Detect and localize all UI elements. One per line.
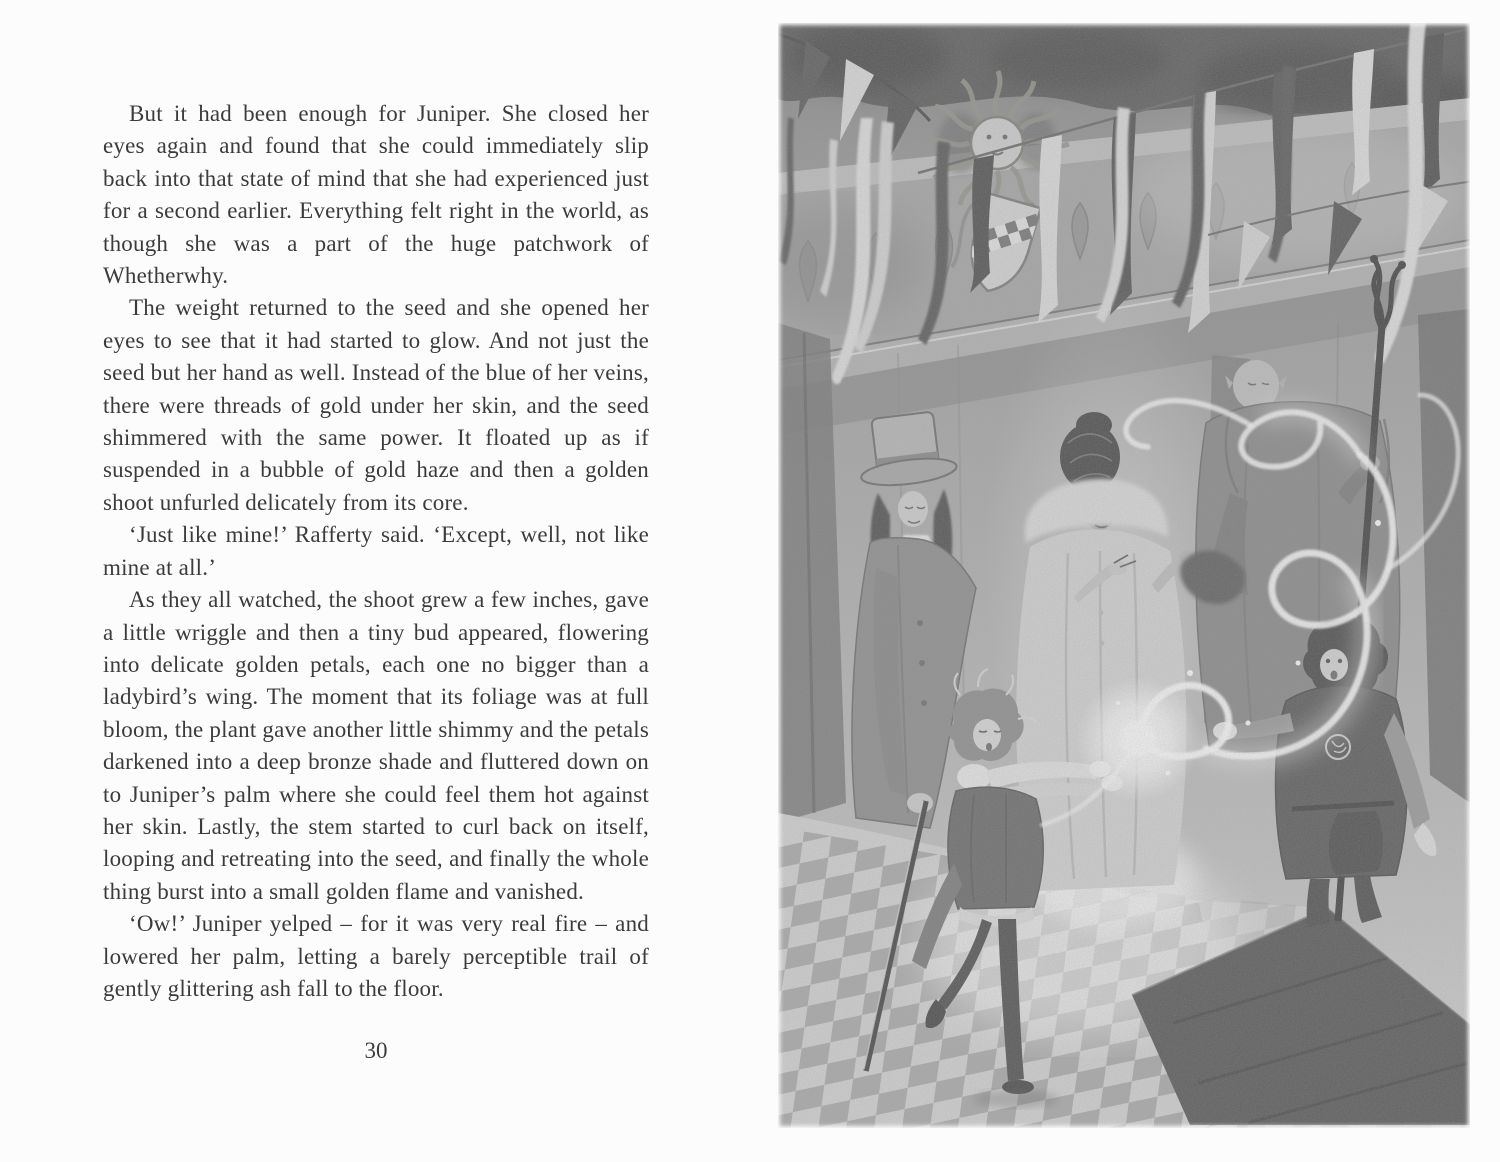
body-paragraph: As they all watched, the shoot grew a few inches, gave a little wriggle and then a tiny bud appeared, flowering into delicate golden petals, each one no bigger than a ladybird’s wing. The moment that its foliage was at full bloom, the plant gave another little shimmy and the petals darkened into a deep bronze shade and fluttered down on to Juniper’s palm where she could feel them hot against her skin. Lastly, the stem started to curl back on itself, looping and retreating into the seed, and finally the whole thing burst into a small golden flame and vanished. xyxy=(103,587,649,904)
body-paragraph: ‘Ow!’ Juniper yelped – for it was very real fire – and lowered her palm, letting a barely perceptible trail of gently glittering ash fall to the floor. xyxy=(103,911,649,1001)
pencil-grain-texture xyxy=(778,23,1470,1128)
body-paragraph: ‘Just like mine!’ Rafferty said. ‘Except, well, not like mine at all.’ xyxy=(103,522,649,580)
page-number: 30 xyxy=(364,1038,388,1063)
illustration xyxy=(778,23,1470,1128)
body-paragraph: The weight returned to the seed and she opened her eyes to see that it had started to glow. And not just the seed but her hand as well. Instead of the blue of her veins, there were threads of gold under her skin, and the seed shimmered with the same power. It floated up as if suspended in a bubble of gold haze and then a golden shoot unfurled delicately from its core. xyxy=(103,295,649,515)
hall-background xyxy=(778,23,1470,1128)
body-paragraph: But it had been enough for Juniper. She closed her eyes again and found that she could immediately slip back into that state of mind that she had experienced just for a second earlier. Everything felt right in the world, as though she was a part of the huge patchwork of Whetherwhy. xyxy=(103,101,649,289)
left-page xyxy=(103,98,649,1005)
